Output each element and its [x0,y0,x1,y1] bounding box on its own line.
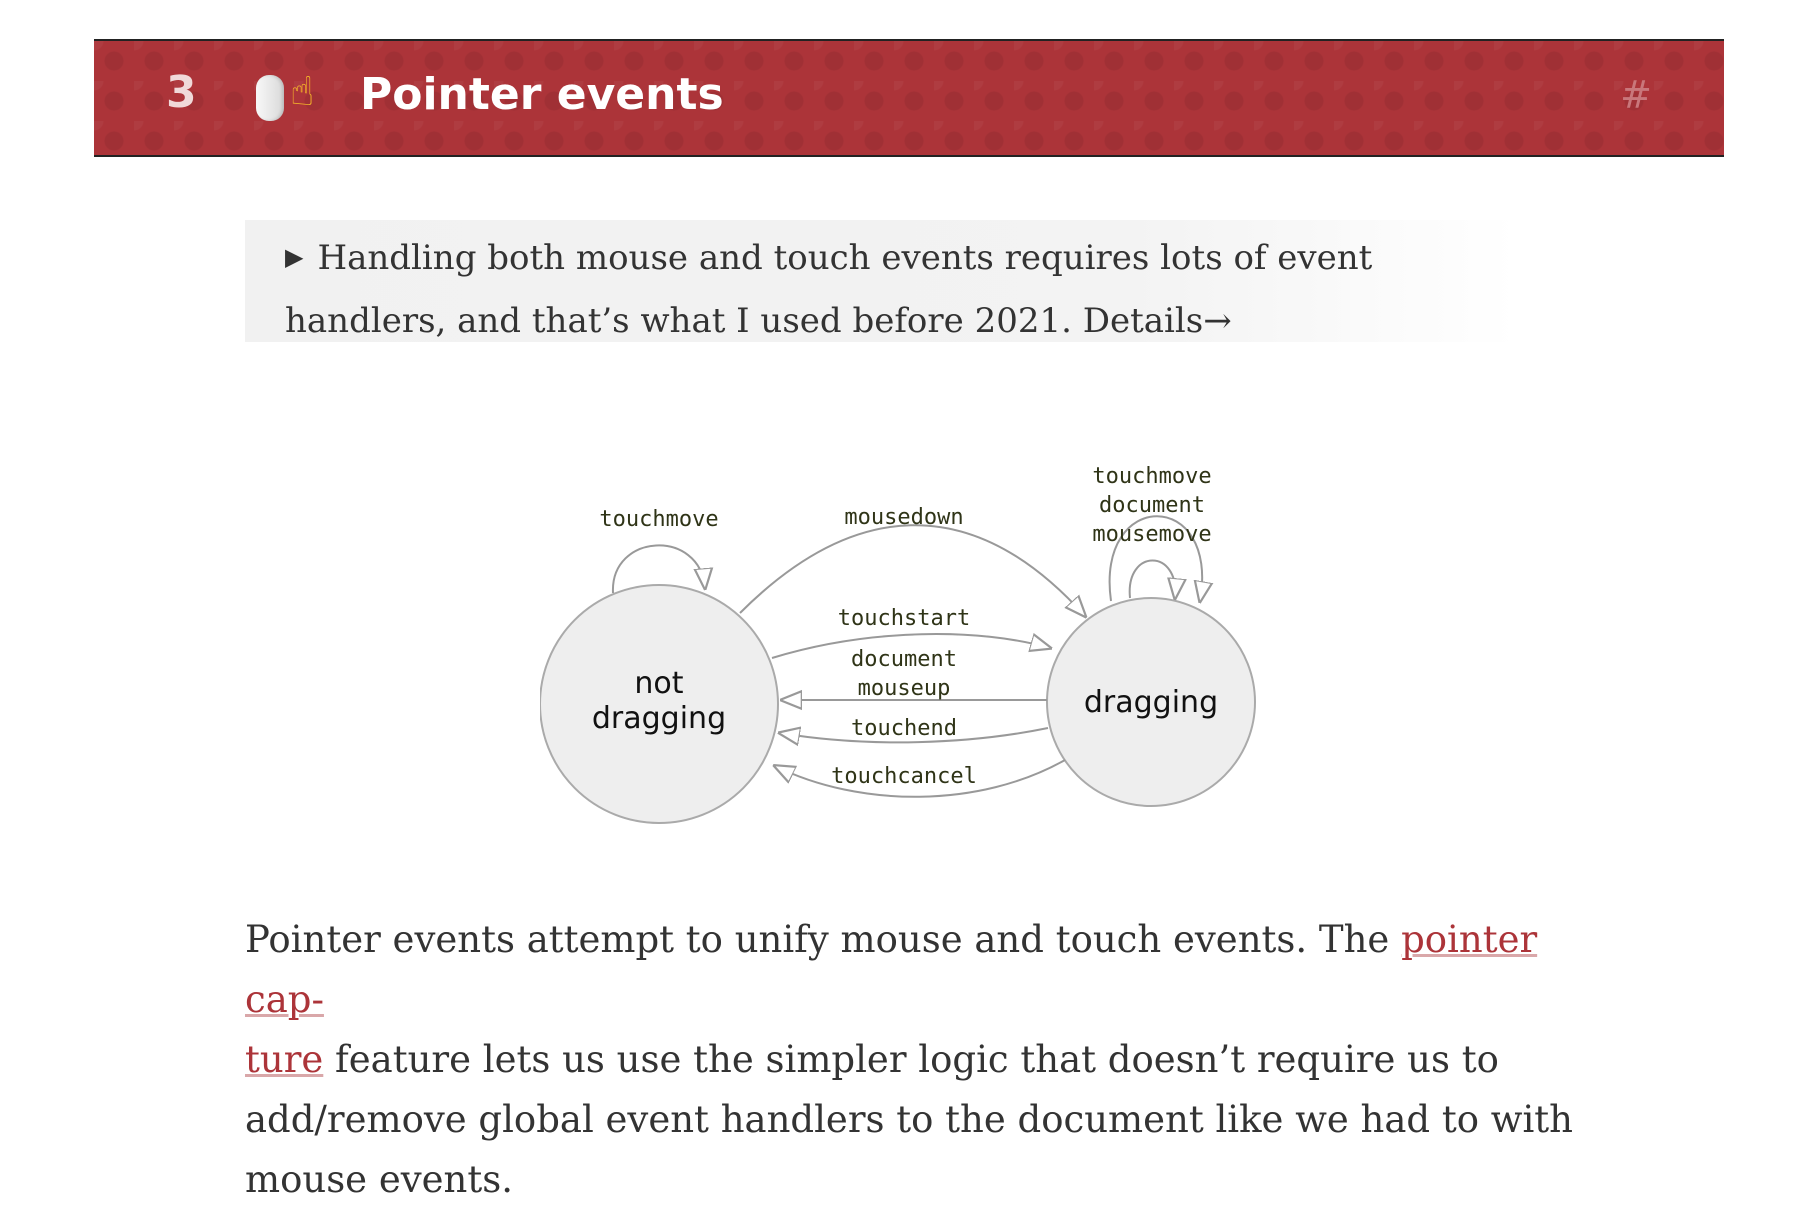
edge-label-touchcancel: touchcancel [831,764,977,789]
edge-self-dragging-inner [1130,561,1176,599]
section-header [94,39,1724,157]
mouse-icon [256,75,284,121]
pointing-hand-icon: ☝ [290,69,315,115]
paragraph-text-start: Pointer events attempt to unify mouse and touch events. The [245,918,1402,961]
edge-label-touchmove: touchmove [599,507,719,532]
edge-label-mouseup: mouseup [857,676,951,701]
details-summary[interactable]: Handling both mouse and touch events requires lots of event handlers, and that’s what I used before 2021. [285,238,1373,341]
details-disclosure[interactable] [245,220,1517,342]
body-paragraph [245,910,1605,1210]
section-number: 3 [166,67,197,118]
state-label-dragging-b: dragging [1083,685,1219,720]
edge-label-self-mousemove: mousemove [1092,522,1212,547]
edge-label-touchend: touchend [851,716,957,741]
pointer-capture-link[interactable]: pointer cap- [245,918,1538,1021]
state-label-dragging-a: dragging [591,701,727,736]
edge-label-document: document [851,647,957,672]
section-anchor-link[interactable]: # [1620,73,1652,117]
edge-label-mousedown: mousedown [844,505,964,530]
edge-label-touchstart: touchstart [837,606,971,631]
paragraph-text-end: feature lets us use the simpler logic that doesn’t require us to add/remove global event handlers to the document like we had to with mouse events. [245,1038,1573,1201]
state-label-not: not [634,666,684,701]
disclosure-triangle-icon[interactable]: ▶ [285,243,304,271]
edge-label-self-document: document [1099,493,1205,518]
section-title: Pointer events [360,69,724,120]
pointer-capture-link-cont[interactable]: ture [245,1038,324,1081]
edge-label-self-touchmove: touchmove [1092,464,1212,489]
edge-mousedown [740,525,1085,616]
details-link[interactable]: Details→ [1082,301,1232,341]
state-diagram [540,448,1280,848]
